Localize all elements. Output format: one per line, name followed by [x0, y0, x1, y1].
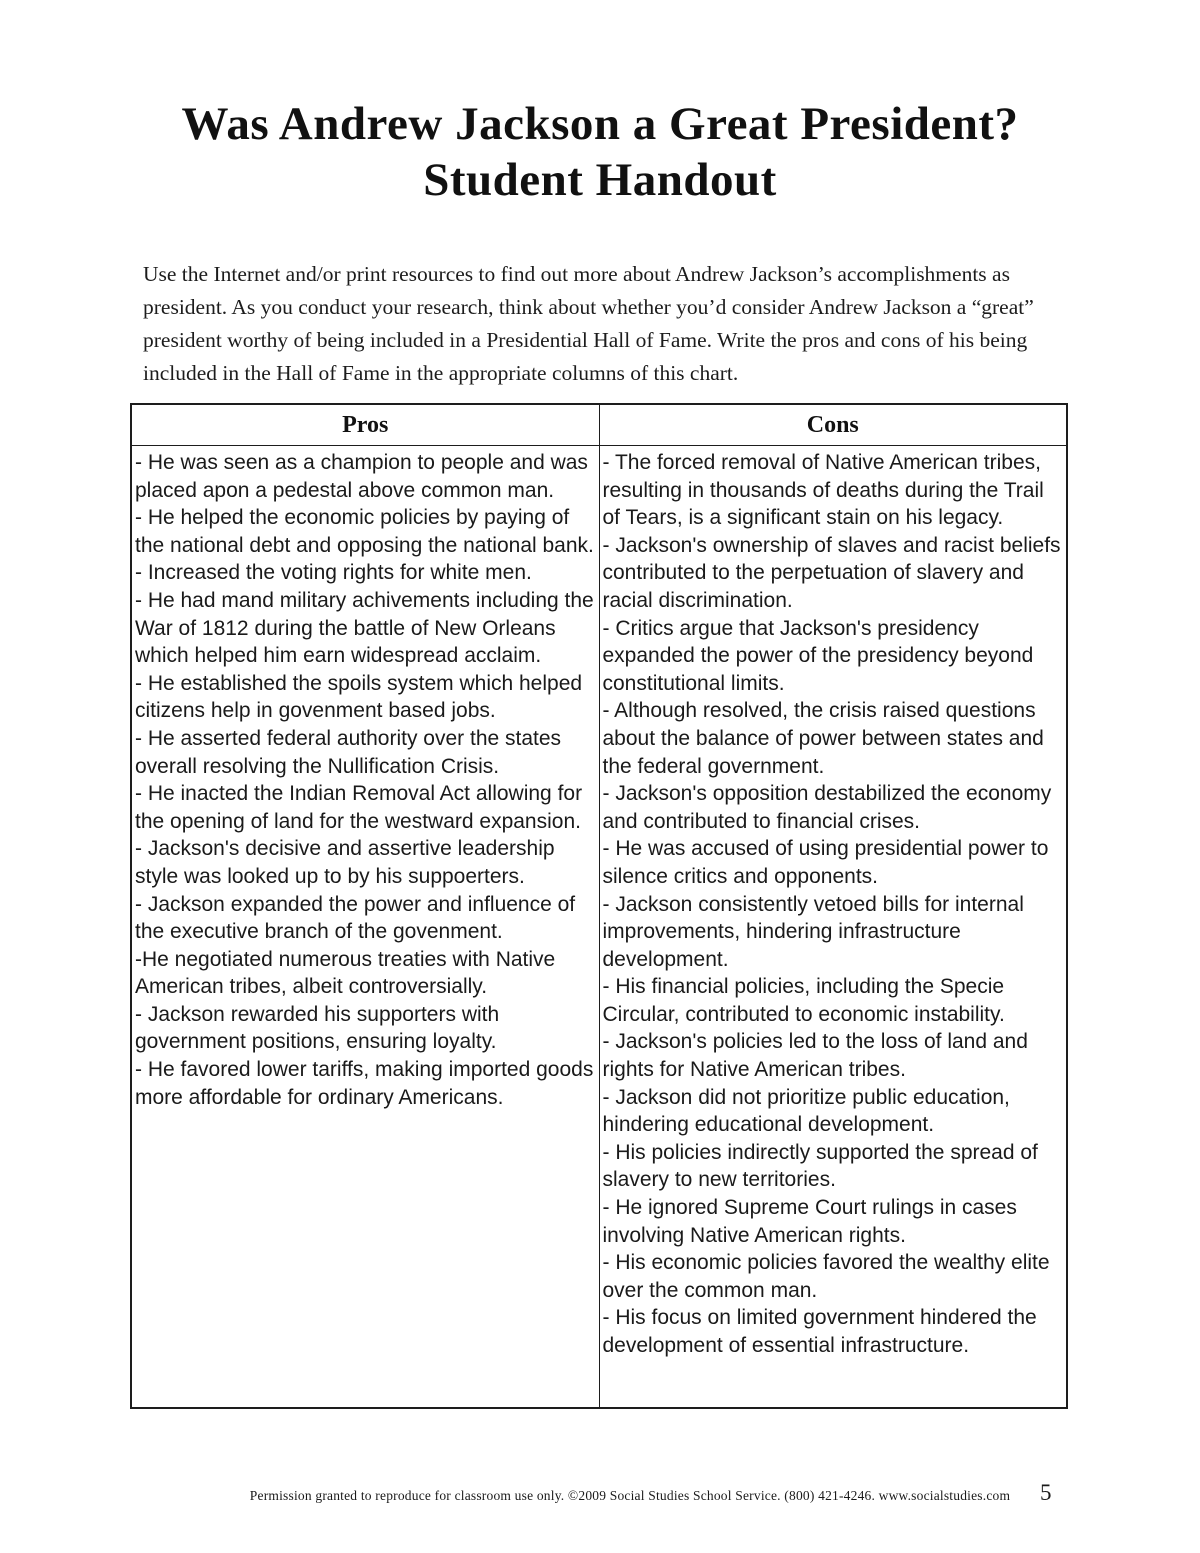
cons-cell	[599, 446, 1067, 1409]
list-item: - Increased the voting rights for white men.	[135, 561, 532, 585]
table-header-row	[131, 404, 1067, 446]
list-item: - He was seen as a champion to people and was placed apon a pedestal above common man.	[135, 451, 588, 502]
list-item: - The forced removal of Native American tribes, resulting in thousands of deaths during the Trail of Tears, is a significant stain on his legacy.	[602, 451, 1044, 530]
list-item: - His economic policies favored the wealthy elite over the common man.	[602, 1251, 1050, 1302]
list-item: - Jackson's ownership of slaves and racist beliefs contributed to the perpetuation of slavery and racial discrimination.	[602, 533, 1061, 612]
list-item: - Jackson expanded the power and influence of the executive branch of the govenment.	[135, 892, 576, 944]
list-item: - He established the spoils system which helped citizens help in govenment based jobs.	[135, 671, 583, 723]
list-item: -He negotiated numerous treaties with Native American tribes, albeit controversially.	[135, 947, 556, 999]
list-item: - His policies indirectly supported the spread of slavery to new territories.	[602, 1140, 1038, 1192]
pros-cell	[131, 446, 599, 1409]
page-title	[0, 96, 1200, 208]
list-item: - He was accused of using presidential power to silence critics and opponents.	[602, 837, 1049, 888]
list-item: - Jackson's decisive and assertive leadership style was looked up to by his suppoerters.	[135, 837, 555, 888]
list-item: - Jackson's policies led to the loss of land and rights for Native American tribes.	[602, 1030, 1028, 1082]
list-item: - He ignored Supreme Court rulings in cases involving Native American rights.	[602, 1196, 1017, 1247]
intro-paragraph: Use the Internet and/or print resources to find out more about Andrew Jackson’s accomplishments as president. As you conduct your research, think about whether you’d consider Andrew Jackson a “great” president worthy of being included in a Presidential Hall of Fame. Write the pros and cons of his being included in the Hall of Fame in the appropriate columns of this chart.	[143, 262, 1034, 385]
list-item: - He helped the economic policies by paying of the national debt and opposing the national bank.	[135, 506, 594, 557]
page-footer	[0, 1480, 1200, 1528]
page-title-line1: Was Andrew Jackson a Great President?	[181, 98, 1019, 150]
page-title-line2: Student Handout	[423, 154, 777, 206]
list-item: - He had mand military achivements including the War of 1812 during the battle of New Orleans which helped him earn widespread acclaim.	[135, 588, 594, 668]
list-item: - His financial policies, including the Specie Circular, contributed to economic instability.	[602, 975, 1005, 1026]
list-item: - Jackson's opposition destabilized the economy and contributed to financial crises.	[602, 782, 1052, 833]
list-item: - He asserted federal authority over the states overall resolving the Nullification Crisis.	[135, 726, 562, 778]
list-item: - He favored lower tariffs, making imported goods more affordable for ordinary Americans.	[135, 1058, 594, 1109]
page-number: 5	[1040, 1480, 1052, 1505]
list-item: - Jackson did not prioritize public education, hindering educational development.	[602, 1085, 1010, 1137]
list-item: - Jackson consistently vetoed bills for internal improvements, hindering infrastructure development.	[602, 892, 1024, 971]
pros-column-header: Pros	[131, 404, 599, 446]
cons-column-header: Cons	[599, 404, 1067, 446]
list-item: - Jackson rewarded his supporters with government positions, ensuring loyalty.	[135, 1002, 500, 1054]
table-body-row	[131, 446, 1067, 1409]
list-item: - Although resolved, the crisis raised questions about the balance of power between states and the federal government.	[602, 699, 1044, 778]
list-item: - Critics argue that Jackson's presidency expanded the power of the presidency beyond constitutional limits.	[602, 616, 1034, 695]
pros-cons-table	[130, 403, 1068, 1409]
list-item: - His focus on limited government hindered the development of essential infrastructure.	[602, 1306, 1037, 1357]
list-item: - He inacted the Indian Removal Act allowing for the opening of land for the westward expansion.	[135, 782, 583, 833]
copyright-text: Permission granted to reproduce for classroom use only. ©2009 Social Studies School Service. (800) 421-4246. www.socialstudies.com	[249, 1488, 1011, 1503]
